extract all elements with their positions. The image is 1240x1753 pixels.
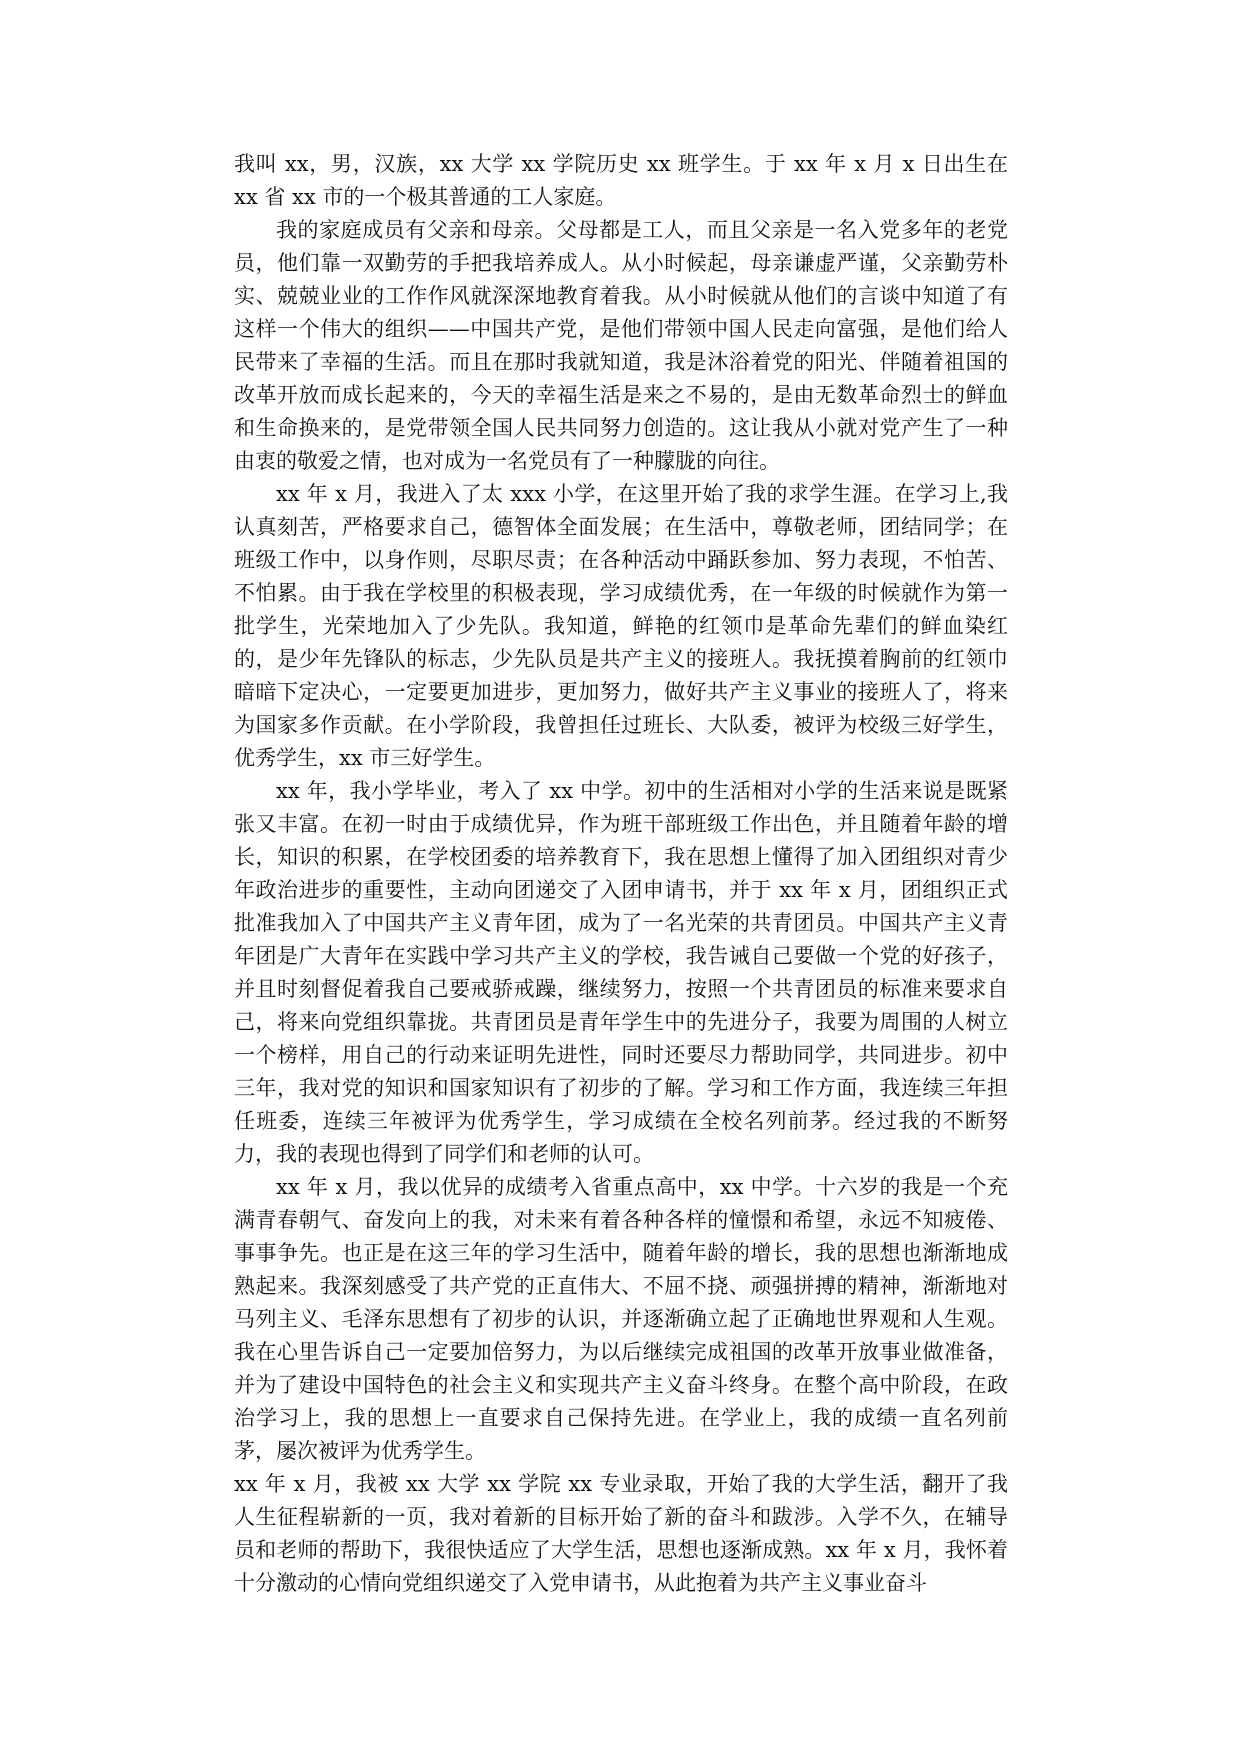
paragraph-middle-school: xx 年，我小学毕业，考入了 xx 中学。初中的生活相对小学的生活来说是既紧张又丰富。在初一时由于成绩优异，作为班干部班级工作出色，并且随着年龄的增长，知识的积累，在学校团委的培养教育下，我在思想上懂得了加入团组织对青少年政治进步的重要性，主动向团递交了入团申请书，并于 xx 年 x 月，团组织正式批准我加入了中国共产主义青年团，成为了一名光荣的共青团员。中国共产主义青年团是广大青年在实践中学习共产主义的学校，我告诫自己要做一个党的好孩子，并且时刻督促着我自己要戒骄戒躁，继续努力，按照一个共青团员的标准来要求自己，将来向党组织靠拢。共青团员是青年学生中的先进分子，我要为周围的人树立一个榜样，用自己的行动来证明先进性，同时还要尽力帮助同学，共同进步。初中三年，我对党的知识和国家知识有了初步的了解。学习和工作方面，我连续三年担任班委，连续三年被评为优秀学生，学习成绩在全校名列前茅。经过我的不断努力，我的表现也得到了同学们和老师的认可。	[234, 779, 1008, 1166]
paragraph-university: xx 年 x 月，我被 xx 大学 xx 学院 xx 专业录取，开始了我的大学生活，翻开了我人生征程崭新的一页，我对着新的目标开始了新的奋斗和跋涉。入学不久，在辅导员和老师的帮助下，我很快适应了大学生活，思想也逐渐成熟。xx 年 x 月，我怀着十分激动的心情向党组织递交了入党申请书，从此抱着为共产主义事业奋斗	[234, 1472, 1008, 1595]
paragraph-high-school: xx 年 x 月，我以优异的成绩考入省重点高中，xx 中学。十六岁的我是一个充满青春朝气、奋发向上的我，对未来有着各种各样的憧憬和希望，永远不知疲倦、事事争先。也正是在这三年的学习生活中，随着年龄的增长，我的思想也渐渐地成熟起来。我深刻感受了共产党的正直伟大、不屈不挠、顽强拼搏的精神，渐渐地对马列主义、毛泽东思想有了初步的认识，并逐渐确立起了正确地世界观和人生观。我在心里告诉自己一定要加倍努力，为以后继续完成祖国的改革开放事业做准备，并为了建设中国特色的社会主义和实现共产主义奋斗终身。在整个高中阶段，在政治学习上，我的思想上一直要求自己保持先进。在学业上，我的成绩一直名列前茅，屡次被评为优秀学生。	[234, 1175, 1008, 1463]
paragraph-primary-school: xx 年 x 月，我进入了太 xxx 小学，在这里开始了我的求学生涯。在学习上,我认真刻苦，严格要求自己，德智体全面发展；在生活中，尊敬老师，团结同学；在班级工作中，以身作则，尽职尽责；在各种活动中踊跃参加、努力表现，不怕苦、不怕累。由于我在学校里的积极表现，学习成绩优秀，在一年级的时候就作为第一批学生，光荣地加入了少先队。我知道，鲜艳的红领巾是革命先辈们的鲜血染红的，是少年先锋队的标志，少先队员是共产主义的接班人。我抚摸着胸前的红领巾暗暗下定决心，一定要更加进步，更加努力，做好共产主义事业的接班人了，将来为国家多作贡献。在小学阶段，我曾担任过班长、大队委，被评为校级三好学生，优秀学生，xx 市三好学生。	[234, 482, 1008, 770]
document-body	[234, 148, 1015, 1600]
paragraph-family: 我的家庭成员有父亲和母亲。父母都是工人，而且父亲是一名入党多年的老党员，他们靠一双勤劳的手把我培养成人。从小时候起，母亲谦虚严谨，父亲勤劳朴实、兢兢业业的工作作风就深深地教育着我。从小时候就从他们的言谈中知道了有这样一个伟大的组织——中国共产党，是他们带领中国人民走向富强，是他们给人民带来了幸福的生活。而且在那时我就知道，我是沐浴着党的阳光、伴随着祖国的改革开放而成长起来的，今天的幸福生活是来之不易的，是由无数革命烈士的鲜血和生命换来的，是党带领全国人民共同努力创造的。这让我从小就对党产生了一种由衷的敬爱之情，也对成为一名党员有了一种朦胧的向往。	[234, 218, 1008, 473]
paragraph-intro: 我叫 xx，男，汉族，xx 大学 xx 学院历史 xx 班学生。于 xx 年 x 月 x 日出生在 xx 省 xx 市的一个极其普通的工人家庭。	[234, 152, 1015, 209]
